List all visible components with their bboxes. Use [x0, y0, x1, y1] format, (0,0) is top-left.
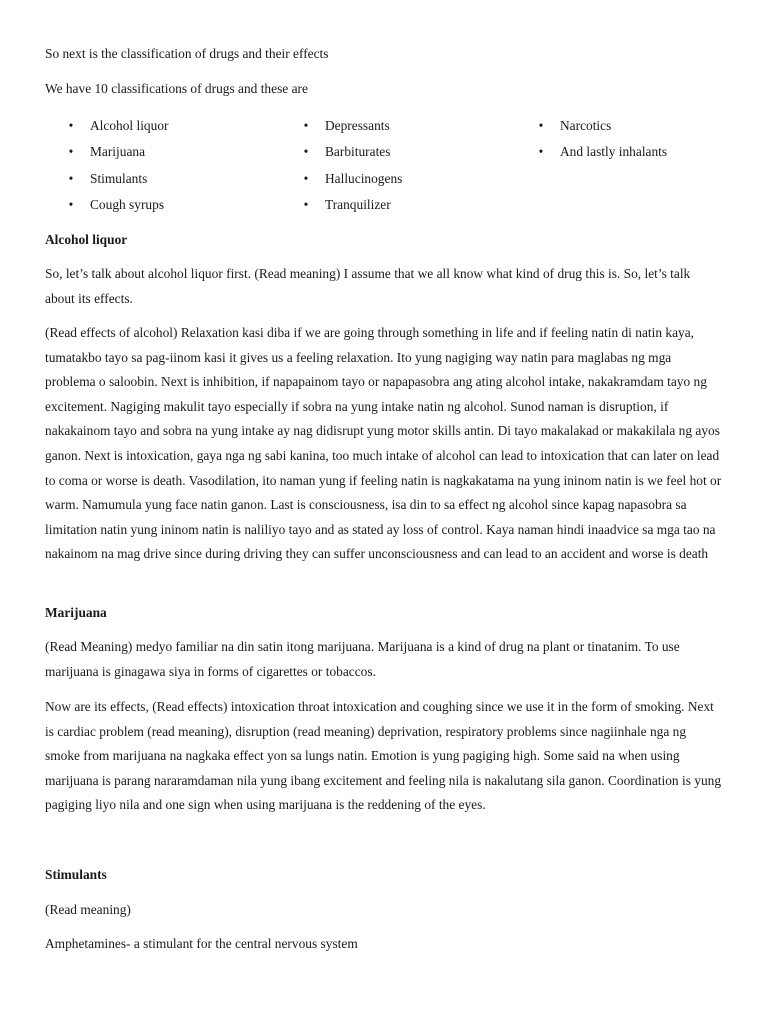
intro-line-1: So next is the classification of drugs and their effects [45, 46, 329, 61]
list-item: • Narcotics [536, 114, 667, 140]
bullet-icon: • [303, 170, 309, 186]
list-item: • And lastly inhalants [536, 140, 667, 166]
marijuana-paragraph-2: Now are its effects, (Read effects) intoxication throat intoxication and coughing since we use it in the form of smoking. Next is cardiac problem (read meaning), disruption (read meaning) deprivation, respiratory problems since nagiinhale nga ng smoke from marijuana na nagkaka effect yon sa lungs natin. Emotion is yung pagiging high. Some said na when using marijuana is parang nararamdaman nila yung ibang excitement and feeling nila is nakalutang sila ganon. Coordination is yung pagiging liyo nila and one sign when using marijuana is the reddening of the eyes. [45, 699, 722, 813]
list-item: • Hallucinogens [301, 167, 402, 193]
list-item: • Depressants [301, 114, 402, 140]
list-item: • Cough syrups [66, 193, 168, 219]
list-item: • Stimulants [66, 167, 168, 193]
bullet-icon: • [303, 196, 309, 212]
alcohol-paragraph-2: (Read effects of alcohol) Relaxation kasi diba if we are going through something in life and if feeling natin di natin kaya, tumatakbo tayo sa pag-iinom kasi it gives us a feeling relaxation. Ito yung nagiging way natin para maglabas ng mga problema o saloobin. Next is inhibition, if napapainom tayo or napapasobra ang ating alcohol intake, nakakramdam tayo ng excitement. Nagiging makulit tayo especially if sobra na yung intake natin ng alcohol. Sunod naman is disruption, if nakakainom tayo and sobra na yung intake ay nag didisrupt yung motor skills antin. Di tayo makalakad or makakilala ng ayos ganon. Next is intoxication, gaya nga ng sabi kanina, too much intake of alcohol can lead to intoxication that can later on lead to coma or worse is death. Vasodilation, ito naman yung if feeling natin is nagkakatama na yung ininom natin is we feel hot or warm. Namumula yung face natin ganon. Last is consciousness, isa din to sa effect ng alcohol since kapag napasobra sa limitation natin yung ininom natin is naliliyo tayo and as stated ay loss of control. Kaya naman hindi inaadvice sa mga tao na nakainom na mag drive since during driving they can suffer unconsciousness and can lead to an accident and worse is death [45, 325, 722, 562]
bullet-icon: • [303, 144, 309, 160]
intro-line-2: We have 10 classifications of drugs and these are [45, 81, 308, 96]
list-item: • Tranquilizer [301, 193, 402, 219]
drug-list-column-1 [66, 114, 168, 219]
bullet-icon: • [68, 170, 74, 186]
stimulants-paragraph-1: (Read meaning) [45, 902, 131, 917]
bullet-icon: • [538, 144, 544, 160]
marijuana-paragraph-1: (Read Meaning) medyo familiar na din satin itong marijuana. Marijuana is a kind of drug na plant or tinatanim. To use marijuana is ginagawa siya in forms of cigarettes or tobaccos. [45, 639, 680, 679]
alcohol-paragraph-1: So, let’s talk about alcohol liquor first. (Read meaning) I assume that we all know what kind of drug this is. So, let’s talk about its effects. [45, 266, 691, 306]
stimulants-paragraph-2: Amphetamines- a stimulant for the central nervous system [45, 936, 358, 951]
list-item: • Barbiturates [301, 140, 402, 166]
stimulants-heading: Stimulants [45, 867, 107, 882]
bullet-icon: • [68, 196, 74, 212]
drug-classification-list [0, 114, 768, 224]
bullet-icon: • [303, 118, 309, 133]
bullet-icon: • [538, 118, 544, 133]
list-item: • Marijuana [66, 140, 168, 166]
alcohol-heading: Alcohol liquor [45, 232, 128, 247]
marijuana-heading: Marijuana [45, 605, 107, 620]
drug-list-column-3 [536, 114, 667, 167]
list-item: • Alcohol liquor [66, 114, 168, 140]
bullet-icon: • [68, 144, 74, 160]
drug-list-column-2 [301, 114, 402, 219]
bullet-icon: • [68, 118, 74, 133]
